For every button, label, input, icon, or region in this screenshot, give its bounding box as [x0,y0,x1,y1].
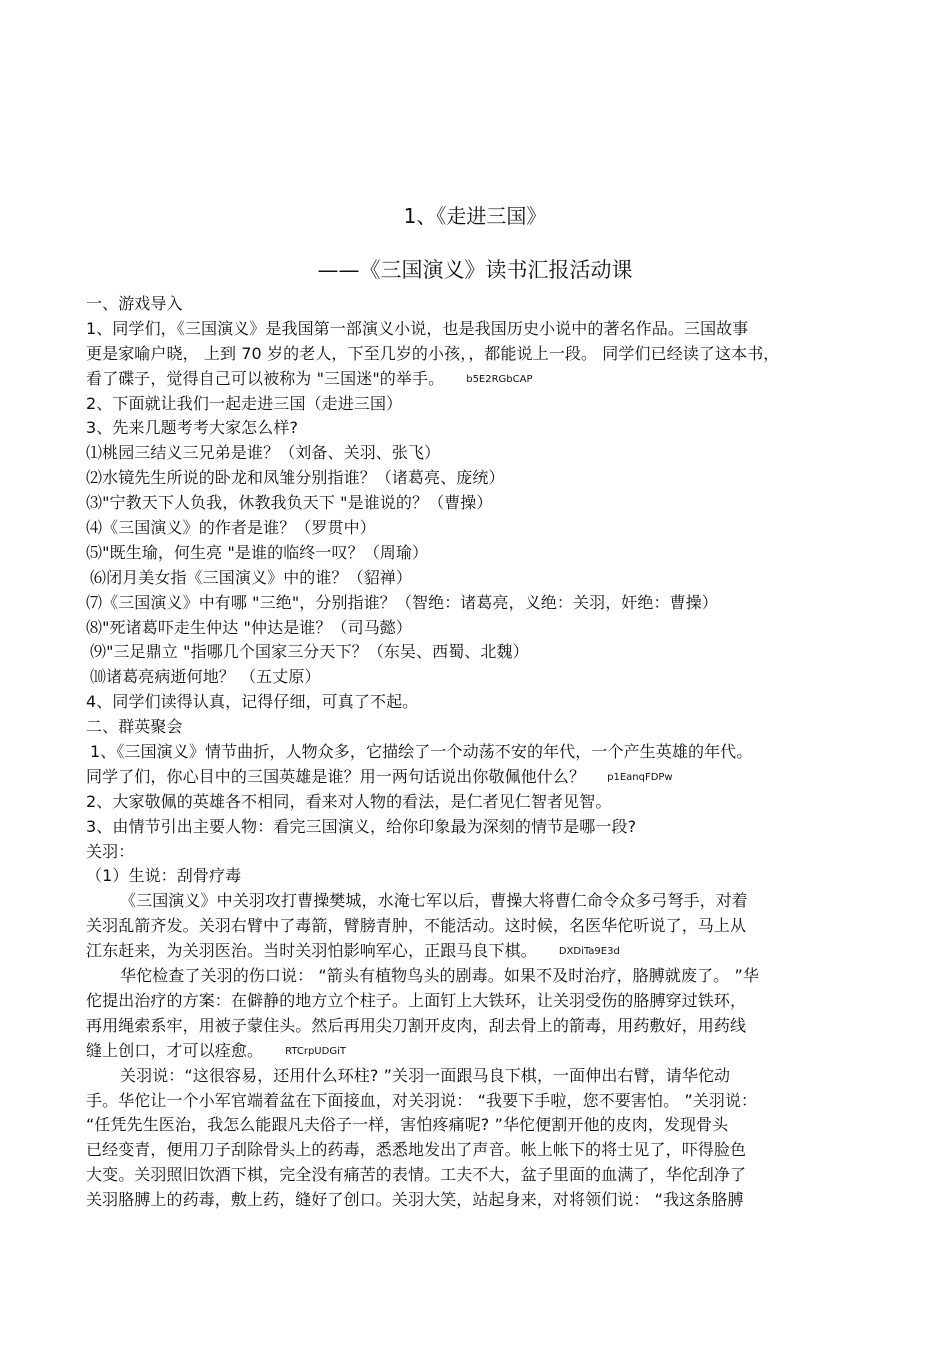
line-text: 二、群英聚会 [86,717,183,737]
text-line [86,616,876,641]
text-line [86,1163,876,1188]
line-text: 华佗检查了关羽的伤口说： “箭头有植物鸟头的剧毒。如果不及时治疗，胳膊就废了。 ”华 [120,966,759,986]
line-text: ⑽诸葛亮病逝何地？ （五丈原） [90,667,321,687]
text-line [86,690,876,715]
text-line [86,715,876,740]
text-line [86,1064,876,1089]
watermark-code: b5E2RGbCAP [466,373,533,385]
line-text: ⑼"三足鼎立 "指哪几个国家三分天下？（东吴、西蜀、北魏） [90,642,529,662]
text-line [86,416,876,441]
line-text: ⑻"死诸葛吓走生仲达 "仲达是谁？（司马懿） [86,617,413,637]
text-line [86,441,876,466]
text-line [86,1089,876,1114]
line-text: 看了碟子，觉得自己可以被称为 "三国迷"的举手。 [86,368,445,388]
text-line [86,790,876,815]
line-text: 手。华佗让一个小军官端着盆在下面接血，对关羽说： “我要下手啦，您不要害怕。 ”关羽说： [86,1090,758,1110]
line-text: 关羽乱箭齐发。关羽右臂中了毒箭，臂膀青肿，不能活动。这时候，名医华佗听说了，马上从 [86,916,747,936]
line-text: 已经变青，便用刀子刮除骨头上的药毒，悉悉地发出了声音。帐上帐下的将士见了，吓得脸色 [86,1140,747,1160]
text-line [86,989,876,1014]
text-line [86,964,876,989]
text-line [86,740,876,765]
line-text: 缝上创口，才可以痊愈。 [86,1040,264,1060]
document-subtitle: ——《三国演义》读书汇报活动课 [317,258,633,282]
text-line [86,1014,876,1039]
text-line [86,491,876,516]
watermark-code: DXDiTa9E3d [558,946,620,958]
text-line [86,466,876,491]
text-line [86,392,876,417]
text-line [86,1113,876,1138]
line-text: 2、下面就让我们一起走进三国（走进三国） [86,393,403,413]
line-text: （1）生说：刮骨疗毒 [86,866,242,886]
line-text: 同学了们，你心目中的三国英雄是谁？用一两句话说出你敬佩他什么？ [86,766,586,786]
line-text: ⑷《三国演义》的作者是谁？（罗贯中） [86,518,376,538]
line-text: 佗提出治疗的方案：在僻静的地方立个柱子。上面钉上大铁环，让关羽受伤的胳膊穿过铁环， [86,990,747,1010]
line-text: ⑴桃园三结义三兄弟是谁？（刘备、关羽、张飞） [86,443,441,463]
line-text: 更是家喻户晓， 上到 70 岁的老人，下至几岁的小孩，，都能说上一段。 同学们已经读了这本书， [86,343,780,363]
watermark-code: p1EanqFDPw [607,771,673,783]
line-text: 关羽： [86,841,135,861]
text-line [86,864,876,889]
line-text: 3、由情节引出主要人物：看完三国演义，给你印象最为深刻的情节是哪一段? [86,816,637,836]
text-line [86,914,876,939]
text-line [86,566,876,591]
text-line [86,342,876,367]
line-text: ⑶"宁教天下人负我，休教我负天下 "是谁说的？（曹操） [86,493,493,513]
line-text: “任凭先生医治，我怎么能跟凡夫俗子一样，害怕疼痛呢? ”华佗便割开他的皮肉，发现骨头 [86,1115,729,1135]
line-text: 3、先来几题考考大家怎么样? [86,418,299,438]
line-text: 《三国演义》中关羽攻打曹操樊城，水淹七军以后，曹操大将曹仁命令众多弓弩手，对着 [120,891,748,911]
text-line [86,665,876,690]
line-text: ⑹闭月美女指《三国演义》中的谁？（貂禅） [90,567,413,587]
text-line [86,541,876,566]
line-text: ⑵水镜先生所说的卧龙和凤雏分别指谁？（诸葛亮、庞统） [86,468,505,488]
text-line [86,1138,876,1163]
line-text: 1、同学们，《三国演义》是我国第一部演义小说，也是我国历史小说中的著名作品。三国故事 [86,318,749,338]
line-text: 2、大家敬佩的英雄各不相同，看来对人物的看法，是仁者见仁智者见智。 [86,791,612,811]
text-line [86,815,876,840]
line-text: ⑸"既生瑜，何生亮 "是谁的临终一叹？（周瑜） [86,542,429,562]
line-text: 关羽说：“这很容易，还用什么环柱? ”关羽一面跟马良下棋，一面伸出右臂，请华佗动 [120,1065,731,1085]
text-line [86,765,876,790]
text-line [86,1188,876,1213]
line-text: 再用绳索系牢，用被子蒙住头。然后再用尖刀割开皮肉，刮去骨上的箭毒，用药敷好，用药线 [86,1015,747,1035]
text-line [86,516,876,541]
text-line [86,640,876,665]
line-text: 一、游戏导入 [86,294,183,313]
line-text: 4、同学们读得认真，记得仔细，可真了不起。 [86,692,419,712]
document-title: 1、《走进三国》 [403,204,547,228]
line-text: 关羽胳膊上的药毒，敷上药，缝好了创口。关羽大笑，站起身来，对将领们说： “我这条胳膊 [86,1190,744,1210]
line-text: 江东赶来，为关羽医治。当时关羽怕影响军心，正跟马良下棋。 [86,941,537,961]
line-text: 大变。关羽照旧饮酒下棋，完全没有痛苦的表情。工夫不大，盆子里面的血满了，华佗刮净了 [86,1165,747,1185]
text-line [86,317,876,342]
text-line [86,840,876,865]
text-line [86,292,876,317]
text-line [86,939,876,964]
text-line [86,1039,876,1064]
text-line [86,367,876,392]
document-body [86,292,876,1213]
text-line [86,889,876,914]
watermark-code: RTCrpUDGiT [285,1045,346,1057]
line-text: 1、《三国演义》情节曲折，人物众多，它描绘了一个动荡不安的年代，一个产生英雄的年代。 [90,742,753,762]
text-line [86,591,876,616]
line-text: ⑺《三国演义》中有哪 "三绝"，分别指谁？（智绝：诸葛亮，义绝：关羽，奸绝：曹操） [86,592,718,612]
